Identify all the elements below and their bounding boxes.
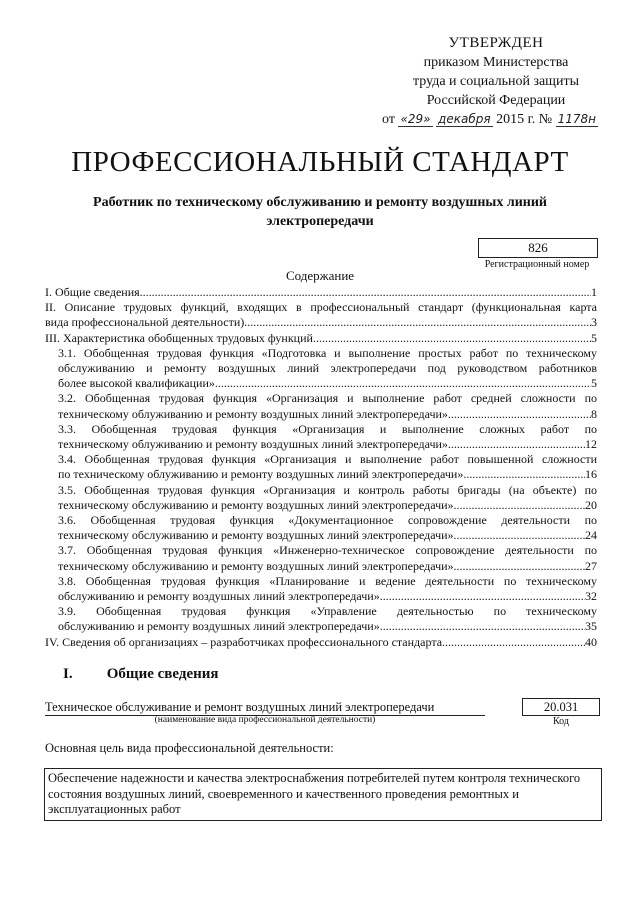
toc-entry-line: 3.3. Обобщенная трудовая функция «Организация и выполнение сложных работ по (58, 421, 597, 436)
toc-page-number: 35 (585, 619, 597, 634)
toc-entry-line: II. Описание трудовых функций, входящих в профессиональный стандарт (функциональная карта (45, 300, 597, 315)
order-month: декабря (438, 112, 491, 126)
toc-page-number: 20 (585, 497, 597, 512)
toc-page-number: 27 (585, 558, 597, 573)
toc-leader-dots (448, 407, 591, 422)
toc-entry-line: обслуживанию и ремонту воздушных линий электропередачи под руководством работников (58, 361, 597, 376)
toc-entry-last-line (58, 589, 597, 604)
toc-leader-dots (244, 315, 591, 330)
toc-entry-last-line (58, 498, 597, 513)
activity-name: Техническое обслуживание и ремонт воздушных линий электропередачи (45, 699, 485, 716)
section-title: Общие сведения (106, 666, 219, 682)
toc-entry-text: техническому облуживанию и ремонту воздушных линий электропередачи» (58, 406, 448, 421)
toc-page-number: 5 (591, 376, 597, 391)
toc-entry-text: более высокой квалификации» (58, 376, 215, 391)
approval-order-line (376, 110, 616, 129)
toc-page-number: 3 (591, 315, 597, 330)
toc-entry-text: вида профессиональной деятельности) (45, 315, 245, 330)
approval-block (376, 34, 616, 129)
order-number: 1178н (557, 112, 596, 126)
approval-line-2: труда и социальной защиты (413, 74, 579, 89)
toc-entry-line: 3.5. Обобщенная трудовая функция «Организация и контроль работы бригады (на объекте) по (58, 482, 597, 497)
toc-entry-line: 3.7. Обобщенная трудовая функция «Инженерно-техническое сопровождение деятельности по (58, 543, 597, 558)
section-heading (63, 666, 219, 683)
toc-leader-dots (380, 619, 585, 634)
toc-entry-text: IV. Сведения об организациях – разработчиках профессионального стандарта (45, 634, 443, 649)
toc-entry (45, 483, 597, 513)
activity-code-box: 20.031 (522, 698, 600, 716)
toc-entry (45, 391, 597, 421)
toc-entry-text: техническому облуживанию и ремонту воздушных линий электропередачи» (58, 437, 448, 452)
toc-page-number: 5 (591, 330, 597, 345)
toc-title: Содержание (285, 268, 355, 283)
toc-entry-last-line (58, 528, 597, 543)
toc-entry-text: техническому обслуживанию и ремонту воздушных линий электропередачи» (58, 528, 454, 543)
toc-leader-dots (380, 589, 585, 604)
toc-entry-text: техническому обслуживанию и ремонту воздушных линий электропередачи» (58, 497, 454, 512)
toc-entry-line: 3.2. Обобщенная трудовая функция «Организация и выполнение работ средней сложности по (58, 391, 597, 406)
toc-leader-dots (454, 498, 585, 513)
toc-entry (45, 331, 597, 346)
toc-entry-text: обслуживанию и ремонту воздушных линий электропередачи» (58, 589, 380, 604)
toc-page-number: 1 (591, 285, 597, 299)
toc-entry-text: техническому обслуживанию и ремонту воздушных линий электропередачи» (58, 558, 454, 573)
order-day: «29» (400, 112, 431, 126)
toc-entry-last-line (45, 285, 597, 300)
approval-heading: УТВЕРЖДЕН (448, 35, 544, 51)
toc-leader-dots (215, 376, 591, 391)
toc-entry (45, 635, 597, 650)
toc-leader-dots (442, 635, 585, 650)
toc-entry (45, 543, 597, 573)
toc-leader-dots (448, 437, 585, 452)
document-subtitle: Работник по техническому обслуживанию и ремонту воздушных линий электропередачи (93, 195, 547, 229)
approval-line-3: Российской Федерации (426, 93, 566, 108)
toc-entry-line: 3.9. Обобщенная трудовая функция «Управление деятельностью по техническому (58, 604, 597, 619)
toc-page-number: 32 (585, 589, 597, 604)
toc-entry-last-line (58, 376, 597, 391)
toc-entry-text: I. Общие сведения (45, 285, 140, 299)
toc-entry-last-line (58, 437, 597, 452)
toc-entry (45, 285, 597, 300)
table-of-contents (45, 285, 597, 650)
toc-entry (45, 346, 597, 392)
section-number: I. (63, 666, 73, 682)
registration-number-label: Регистрационный номер (484, 259, 590, 270)
toc-entry-last-line (58, 559, 597, 574)
registration-number-box: 826 (478, 238, 598, 258)
purpose-label: Основная цель вида профессиональной деятельности: (45, 741, 334, 755)
toc-leader-dots (454, 528, 585, 543)
toc-leader-dots (463, 467, 585, 482)
toc-entry (45, 452, 597, 482)
toc-page-number: 8 (591, 406, 597, 421)
toc-entry-last-line (45, 331, 597, 346)
toc-leader-dots (313, 331, 591, 346)
toc-entry-last-line (45, 315, 597, 330)
toc-page-number: 16 (585, 467, 597, 482)
toc-leader-dots (140, 285, 591, 300)
toc-entry (45, 513, 597, 543)
toc-entry-line: 3.6. Обобщенная трудовая функция «Документационное сопровождение деятельности по (58, 513, 597, 528)
order-year: 2015 г. № (496, 112, 553, 127)
toc-entry (45, 574, 597, 604)
toc-leader-dots (454, 559, 585, 574)
toc-entry-line: 3.8. Обобщенная трудовая функция «Планирование и ведение деятельности по техническому (58, 573, 597, 588)
toc-page-number: 12 (585, 437, 597, 452)
toc-entry-text: по техническому облуживанию и ремонту воздушных линий электропередачи» (58, 467, 464, 482)
toc-page-number: 40 (585, 634, 597, 649)
toc-entry (45, 604, 597, 634)
purpose-text: Обеспечение надежности и качества электроснабжения потребителей путем контроля технического состояния воздушных линий, своевременного и качественного проведения ремонтных и эксплуатационных работ (44, 768, 602, 821)
toc-entry (45, 300, 597, 330)
toc-entry-text: III. Характеристика обобщенных трудовых функций (45, 330, 313, 345)
toc-entry-text: обслуживанию и ремонту воздушных линий электропередачи» (58, 619, 380, 634)
toc-entry-line: 3.1. Обобщенная трудовая функция «Подготовка и выполнение простых работ по техническому (58, 345, 597, 360)
order-from-label: от (382, 112, 395, 127)
approval-line-1: приказом Министерства (423, 55, 569, 70)
toc-entry-line: 3.4. Обобщенная трудовая функция «Организация и выполнение работ повышенной сложности (58, 452, 597, 467)
document-title: ПРОФЕССИОНАЛЬНЫЙ СТАНДАРТ (71, 146, 569, 178)
toc-page-number: 24 (585, 528, 597, 543)
toc-entry-last-line (45, 635, 597, 650)
toc-entry-last-line (58, 407, 597, 422)
activity-caption: (наименование вида профессиональной деятельности) (154, 715, 376, 725)
toc-entry-last-line (58, 619, 597, 634)
activity-code-label: Код (553, 716, 569, 727)
toc-entry-last-line (58, 467, 597, 482)
toc-entry (45, 422, 597, 452)
